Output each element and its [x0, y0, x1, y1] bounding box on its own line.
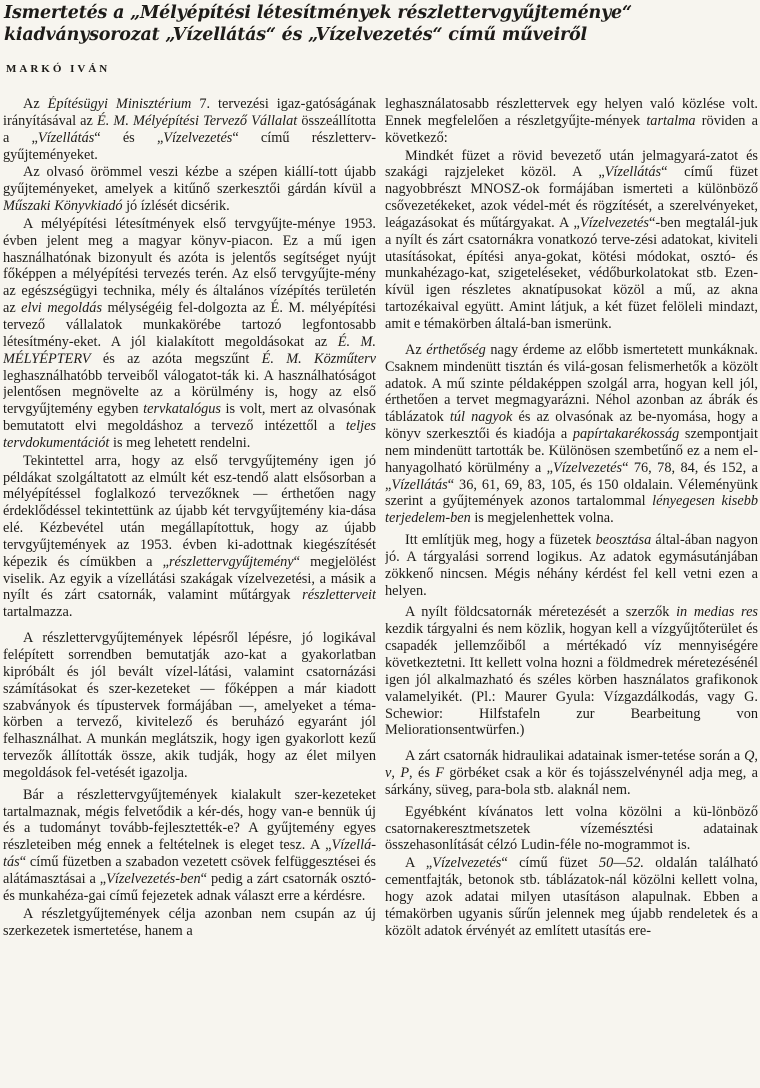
left-column: [3, 96, 376, 1088]
author-name: MARKÓ IVÁN: [6, 63, 111, 75]
paragraph: leghasználatosabb részlettervek egy helyen való közlése volt. Ennek megfelelően a részletgyűjte-mények tartalma röviden a következő:: [385, 96, 758, 146]
paragraph: A „Vízelvezetés“ című füzet 50—52. oldalán található cementfajták, betonok stb. táblázatok-nál közölni kellett volna, hogy azok adatai milyen utasításon alapulnak. Ebben a témakörben ugyanis sűrűn jelennek meg újabb rendeletek és a közölt adatok érvényét az említett utasítás ere-: [385, 855, 758, 939]
right-column: [385, 96, 758, 1088]
paragraph: A nyílt földcsatornák méretezését a szerzők in medias res kezdik tárgyalni és nem közlik, hogyan kell a vízgyűjtőterület és csapadék jellemzőiből a mértékadó víz mennyiségére következtetni. Itt kellett volna hozni a földmedrek méretezésénél igen jól alkalmazható és széles körben használatos grafikonok valamelyikét. (Pl.: Maurer Gyula: Vízgazdálkodás, vagy G. Schewior: Hilfstafeln zur Bearbeitung von Meliorationsentwürfen.): [385, 604, 758, 739]
paragraph: Tekintettel arra, hogy az első tervgyűjtemény igen jó példákat szolgáltatott az elmúlt két esz-tendő alatt elsősorban a mélyépítéssel foglalkozó tervezőknek — érthetően nagy érdeklődéssel tekintettünk az újabb két tervgyűjtemény kia-dása elé. Kézbevétel után megállapítottuk, hogy az újabb tervgyűjtemények az 1953. évben ki-adottnak kiegészítését képezik és címükben a „részlettervgyűjtemény“ megjelölést viselik. Az egyik a vízellátási szakágak vízelvezetési, a másik a nyílt és zárt csatornák, valamint műtárgyak részletterveit tartalmazza.: [3, 452, 376, 621]
article-title-line-2: kiadványsorozat „Vízellátás“ és „Vízelvezetés“ című műveiről: [4, 25, 587, 45]
article-title-line-1: Ismertetés a „Mélyépítési létesítmények részlettervgyűjteménye“: [4, 3, 632, 23]
paragraph: A részlettervgyűjtemények lépésről lépésre, jó logikával felépített sorrendben bemutatják azo-kat a gyakorlatban kipróbált és jól bevált vízel-látási, valamint csatornázási számításokat és szer-kezeteket — főképpen a már kiadott szabványok és típustervek formájában —, amelyeket a téma-körben a tervező, kivitelező és beruházó egyaránt jól felhasználhat. A munkán meglátszik, hogy igen gyakorlott kezű tervezők állították össze, akik tudják, hogy az élet milyen megoldások fel-vetését igazolja.: [3, 630, 376, 781]
paragraph: Mindkét füzet a rövid bevezető után jelmagyará-zatot és szakági rajzjeleket közöl. A „Vízellátás“ című füzet nagyobbrészt MNOSZ-ok formájában ismerteti a különböző csővezetékeket, azok védel-mét és rögzítését, a szerelvényeket, leágazásokat és műtárgyakat. A „Vízelvezetés“-ben megtalál-juk a nyílt és zárt csatornákra vonatkozó terve-zési adatokat, kiviteli utasításokat, építési anya-gokat, kötési módokat, osztó- és munkahézago-kat, szigeteléseket, védőburkolatokat stb. Ezen-kívül igen részletes aknatípusokat közöl a mű, az akna tartozékaival együtt. Amint látjuk, a két füzet felöleli mindazt, amit e témakörben általá-ban ismerünk.: [385, 147, 758, 332]
paragraph: A részletgyűjtemények célja azonban nem csupán az új szerkezetek ismertetése, hanem a: [3, 905, 376, 939]
article-title: [4, 2, 756, 46]
paragraph: Bár a részlettervgyűjtemények kialakult szer-kezeteket tartalmaznak, mégis felvetődik a kér-dés, hogy van-e bennük új és a tudományt tovább-fejlesztették-e? A gyűjtemény egyes részleteiben még ennek a feltételnek is eleget tesz. A „Vízellá-tás“ című füzetben a szabadon vezetett csövek felfüggesztései és alátámasztásai a „Vízelvezetés-ben“ pedig a zárt csatornák osztó- és munkahéza-gai című fejezetek adnak választ erre a kérdésre.: [3, 786, 376, 904]
paragraph: A zárt csatornák hidraulikai adatainak ismer-tetése során a Q, v, P, és F görbéket csak a kör és tojásszelvénynél adja meg, a sárkány, süveg, para-bola stb. alaknál nem.: [385, 748, 758, 798]
paragraph: Az érthetőség nagy érdeme az előbb ismertetett munkáknak. Csaknem mindenütt tisztán és vilá-gosan felismerhetők a közölt adatok. A mű szinte példaképpen szolgál arra, hogyan kell jól, érthetően a tervet megmagyarázni. Néhol azonban az ábrák és táblázatok túl nagyok és az olvasónak az be-nyomása, hogy a könyv szerkesztői és kiadója a papírtakarékosság szempontjait nem mindenütt tartották be. Különösen szembetűnő ez a nem el-hanyagolható körülmény a „Vízelvezetés“ 76, 78, 84, és 152, a „Vízellátás“ 36, 61, 69, 83, 105, és 150 oldalain. Véleményünk szerint a gyűjtemények azonos tartalommal lényegesen kisebb terjedelem-ben is megjelenhettek volna.: [385, 341, 758, 527]
paragraph: Az Építésügyi Minisztérium 7. tervezési igaz-gatóságának irányításával az É. M. Mélyépítési Tervező Vállalat összeállította a „Vízellátás“ és „Vízelvezetés“ című részletterv-gyűjteményeket.: [3, 96, 376, 163]
paragraph: Egyébként kívánatos lett volna közölni a kü-lönböző csatornakeresztmetszetek vízemésztési adatainak összehasonlítását célzó Ludin-féle no-mogrammot is.: [385, 803, 758, 854]
paragraph: Itt említjük meg, hogy a füzetek beosztása által-ában nagyon jó. A tárgyalási sorrend logikus. Az adatok egymásutánjában zökkenő nincsen. Mégis néhány kérdést fel kell vetni ezen a helyen.: [385, 532, 758, 599]
paragraph: Az olvasó örömmel veszi kézbe a szépen kiállí-tott újabb gyűjteményeket, amelyek a kitűnő szerkesztői gárdán kívül a Műszaki Könyvkiadó jó ízlését dicsérik.: [3, 164, 376, 215]
paragraph: A mélyépítési létesítmények első tervgyűjte-ménye 1953. évben jelent meg a magyar könyv-piacon. Ez a mű igen használhatónak bizonyult és azóta is jelentős segítséget nyújt főképpen a mélyépítési tervezés terén. Az első tervgyűjte-mény az egészségügyi technika, mély és általános vízépítés területén az elvi megoldás mélységéig fel-dolgozta az É. M. mélyépítési tervező vállalatok munkakörébe tartozó legfontosabb létesítmény-eket. A jól kialakított megoldásokat az É. M. MÉLYÉPTERV és az azóta megszűnt É. M. Közműterv leghasználhatóbb terveiből válogatot-ták ki. A használhatóságot jelentősen megnövelte az a körülmény is, hogy az első tervgyűjtemény egyben tervkatalógus is volt, mert az olvasónak bemutatott elvi megoldáshoz a tervező intézettől a teljes tervdokumentációt is meg lehetett rendelni.: [3, 215, 376, 451]
